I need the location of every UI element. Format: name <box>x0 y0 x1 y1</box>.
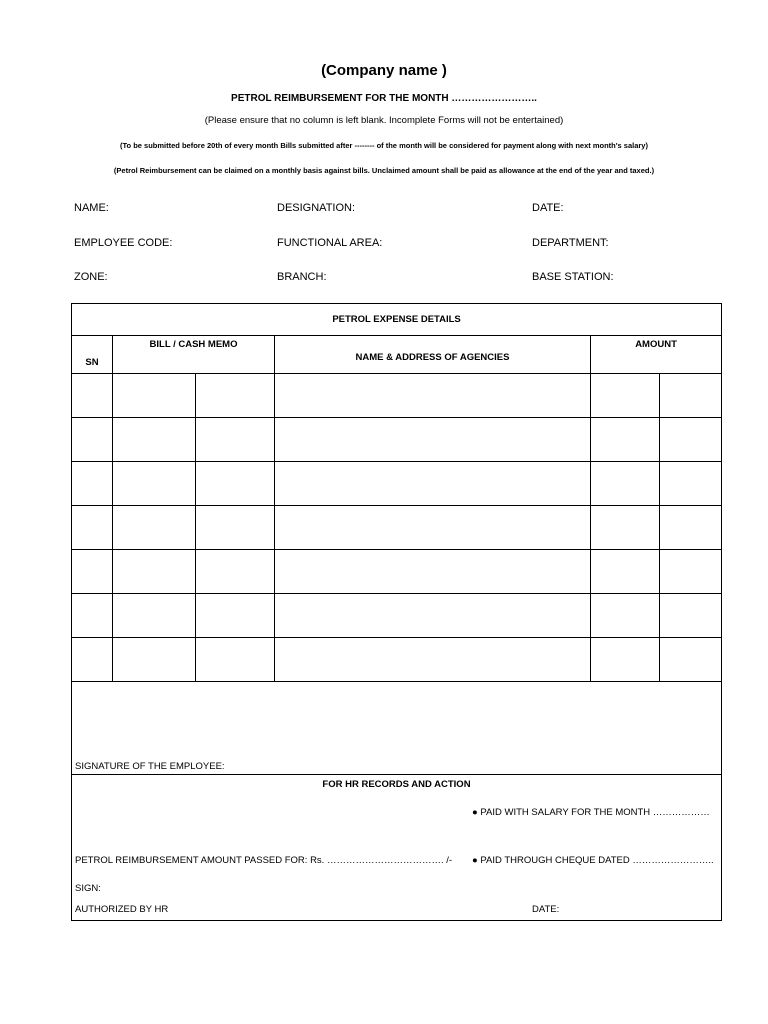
bill-date-cell[interactable] <box>196 550 275 594</box>
sn-cell[interactable] <box>72 594 113 638</box>
amount-paise-cell[interactable] <box>660 506 722 550</box>
note-submission: (To be submitted before 20th of every month Bills submitted after -------- of the month will be considered for payment along with next month's salary) <box>120 141 648 150</box>
bill-no-cell[interactable] <box>113 418 196 462</box>
hr-section-title: FOR HR RECORDS AND ACTION <box>322 779 471 790</box>
sn-cell[interactable] <box>72 462 113 506</box>
note-claim-basis: (Petrol Reimbursement can be claimed on a monthly basis against bills. Unclaimed amount shall be paid as allowance at the end of the year and taxed.) <box>113 166 655 175</box>
designation-field-label: DESIGNATION: <box>277 202 356 214</box>
note-no-blank: (Please ensure that no column is left blank. Incomplete Forms will not be entertained) <box>204 115 564 126</box>
hr-records-section <box>71 771 722 921</box>
table-row <box>72 374 722 418</box>
amount-paise-cell[interactable] <box>660 550 722 594</box>
base-station-field-label: BASE STATION: <box>532 271 614 283</box>
sn-cell[interactable] <box>72 550 113 594</box>
amount-cell[interactable] <box>591 374 660 418</box>
amount-cell[interactable] <box>591 550 660 594</box>
petrol-expense-table <box>71 303 722 775</box>
employee-code-field-label: EMPLOYEE CODE: <box>74 237 173 249</box>
sn-cell[interactable] <box>72 374 113 418</box>
paid-with-salary-option[interactable]: ● PAID WITH SALARY FOR THE MONTH ……………… <box>472 807 710 818</box>
column-header-bill-cash-memo: BILL / CASH MEMO <box>113 336 275 374</box>
table-row <box>72 550 722 594</box>
agency-cell[interactable] <box>275 638 591 682</box>
agency-cell[interactable] <box>275 594 591 638</box>
employee-signature-label: SIGNATURE OF THE EMPLOYEE: <box>75 761 225 772</box>
amount-paise-cell[interactable] <box>660 462 722 506</box>
bill-date-cell[interactable] <box>196 506 275 550</box>
employee-signature-area[interactable] <box>72 682 722 775</box>
bill-no-cell[interactable] <box>113 550 196 594</box>
column-header-sn: SN <box>72 336 113 374</box>
form-title: PETROL REIMBURSEMENT FOR THE MONTH …………………….. <box>231 93 537 104</box>
table-row <box>72 638 722 682</box>
agency-cell[interactable] <box>275 418 591 462</box>
amount-paise-cell[interactable] <box>660 638 722 682</box>
amount-paise-cell[interactable] <box>660 594 722 638</box>
amount-paise-cell[interactable] <box>660 374 722 418</box>
bill-no-cell[interactable] <box>113 638 196 682</box>
amount-cell[interactable] <box>591 462 660 506</box>
functional-area-field-label: FUNCTIONAL AREA: <box>277 237 383 249</box>
sn-cell[interactable] <box>72 506 113 550</box>
zone-field-label: ZONE: <box>74 271 108 283</box>
amount-cell[interactable] <box>591 638 660 682</box>
table-row <box>72 418 722 462</box>
bill-no-cell[interactable] <box>113 374 196 418</box>
hr-date-label: DATE: <box>532 904 560 915</box>
name-field-label: NAME: <box>74 202 109 214</box>
date-field-label: DATE: <box>532 202 564 214</box>
agency-cell[interactable] <box>275 462 591 506</box>
table-row <box>72 594 722 638</box>
table-row <box>72 506 722 550</box>
amount-paise-cell[interactable] <box>660 418 722 462</box>
table-row <box>72 462 722 506</box>
agency-cell[interactable] <box>275 550 591 594</box>
hr-sign-label: SIGN: <box>75 883 101 894</box>
paid-through-cheque-option[interactable]: ● PAID THROUGH CHEQUE DATED …………………….. <box>472 855 714 866</box>
amount-passed-field[interactable]: PETROL REIMBURSEMENT AMOUNT PASSED FOR: Rs. ………………………………. /- <box>75 855 453 866</box>
department-field-label: DEPARTMENT: <box>532 237 609 249</box>
agency-cell[interactable] <box>275 506 591 550</box>
bill-date-cell[interactable] <box>196 638 275 682</box>
bill-no-cell[interactable] <box>113 506 196 550</box>
authorized-by-hr-label: AUTHORIZED BY HR <box>75 904 169 915</box>
bill-date-cell[interactable] <box>196 418 275 462</box>
column-header-amount: AMOUNT <box>591 336 722 374</box>
bill-date-cell[interactable] <box>196 374 275 418</box>
bill-no-cell[interactable] <box>113 462 196 506</box>
agency-cell[interactable] <box>275 374 591 418</box>
company-name: (Company name ) <box>321 62 447 79</box>
branch-field-label: BRANCH: <box>277 271 327 283</box>
amount-cell[interactable] <box>591 594 660 638</box>
sn-cell[interactable] <box>72 638 113 682</box>
column-header-agencies: NAME & ADDRESS OF AGENCIES <box>275 336 591 374</box>
sn-cell[interactable] <box>72 418 113 462</box>
bill-no-cell[interactable] <box>113 594 196 638</box>
bill-date-cell[interactable] <box>196 594 275 638</box>
expense-table-title: PETROL EXPENSE DETAILS <box>72 304 722 336</box>
amount-cell[interactable] <box>591 418 660 462</box>
bill-date-cell[interactable] <box>196 462 275 506</box>
amount-cell[interactable] <box>591 506 660 550</box>
